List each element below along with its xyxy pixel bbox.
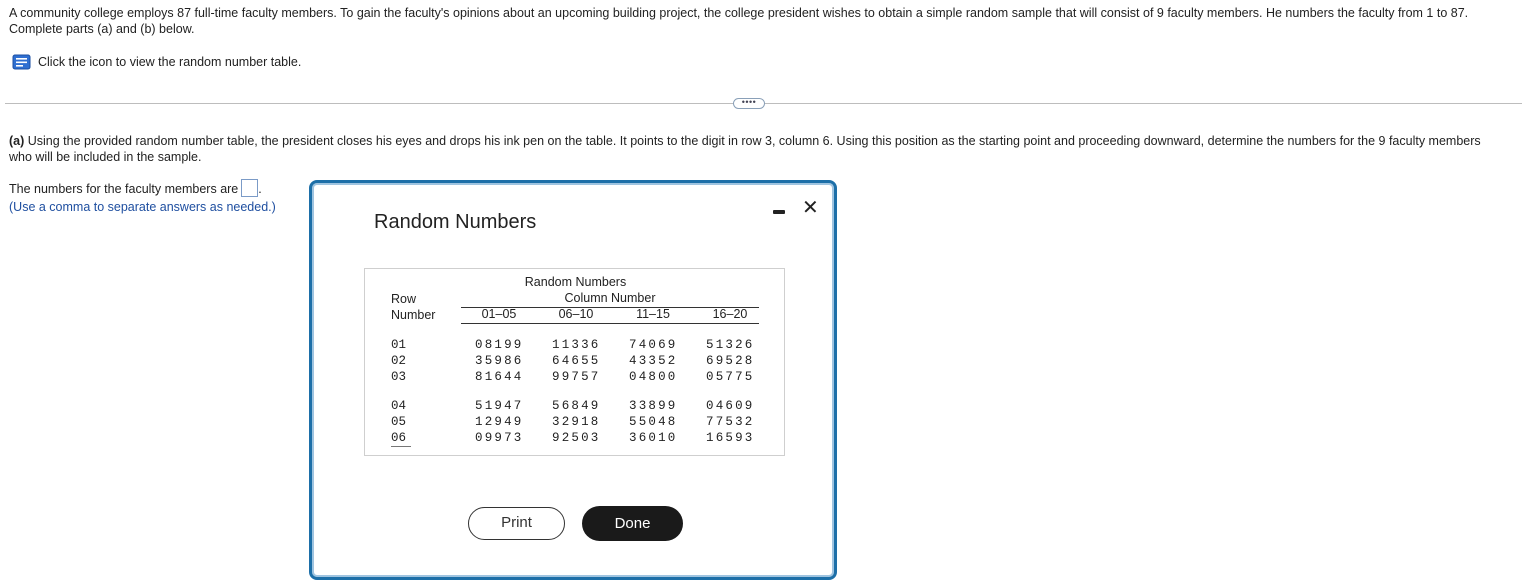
question-prompt: A community college employs 87 full-time faculty members. To gain the faculty's opinions about an upcoming building project, the college president wishes to obtain a simple random sample that will consist of 9 faculty members. He numbers the faculty from 1 to 87. Complete parts (a) and (b) below.: [9, 6, 1469, 36]
answer-hint: (Use a comma to separate answers as needed.): [9, 200, 276, 214]
table-cell: 36010: [629, 431, 678, 445]
table-cell: 56849: [552, 399, 601, 413]
row-header-line2: Number: [391, 308, 436, 322]
random-numbers-dialog: [309, 180, 837, 580]
table-cell: 04609: [706, 399, 755, 413]
more-button[interactable]: ••••: [733, 98, 765, 109]
part-a-body: Using the provided random number table, the president closes his eyes and drops his ink pen on the table. It points to the digit in row 3, column 6. Using this position as the starting point and proceeding downward, determine the numbers for the 9 faculty members who will be included in the sample.: [9, 134, 1481, 164]
answer-suffix: .: [258, 182, 262, 196]
part-a-text: [9, 133, 1499, 165]
column-group-header: Column Number: [564, 291, 656, 305]
header-bottom-rule: [461, 323, 759, 324]
random-table-link[interactable]: [12, 54, 301, 70]
dialog-title: Random Numbers: [374, 211, 537, 233]
table-cell: 05775: [706, 370, 755, 384]
answer-label: The numbers for the faculty members are: [9, 182, 239, 196]
table-cell: 77532: [706, 415, 755, 429]
table-caption: Random Numbers: [524, 275, 627, 289]
table-cell: 99757: [552, 370, 601, 384]
table-cell: 51326: [706, 338, 755, 352]
row-number: 01: [391, 338, 407, 352]
table-cell: 32918: [552, 415, 601, 429]
column-header: 11–15: [636, 307, 670, 321]
table-cell: 12949: [475, 415, 524, 429]
row-number-rule: [391, 446, 411, 447]
random-table-link-text[interactable]: Click the icon to view the random number table.: [38, 55, 302, 69]
table-cell: 09973: [475, 431, 524, 445]
table-cell: 08199: [475, 338, 524, 352]
table-cell: 55048: [629, 415, 678, 429]
table-cell: 04800: [629, 370, 678, 384]
row-number: 04: [391, 399, 407, 413]
table-cell: 81644: [475, 370, 524, 384]
table-cell: 64655: [552, 354, 601, 368]
minimize-icon[interactable]: [773, 210, 785, 214]
part-a-label: (a): [9, 134, 25, 148]
row-number: 03: [391, 370, 407, 384]
table-cell: 11336: [552, 338, 601, 352]
column-header: 01–05: [481, 307, 517, 321]
answer-input[interactable]: [241, 179, 258, 197]
table-cell: 92503: [552, 431, 601, 445]
random-number-table: [364, 268, 785, 456]
column-header: 16–20: [712, 307, 748, 321]
print-button[interactable]: Print: [468, 507, 565, 540]
answer-line: [9, 181, 262, 197]
table-cell: 51947: [475, 399, 524, 413]
row-number: 05: [391, 415, 407, 429]
table-cell: 33899: [629, 399, 678, 413]
row-number: 02: [391, 354, 407, 368]
table-cell: 69528: [706, 354, 755, 368]
row-number-header: [391, 291, 435, 323]
row-number: 06: [391, 431, 407, 445]
column-header: 06–10: [558, 307, 594, 321]
close-icon[interactable]: ✕: [802, 197, 819, 219]
table-cell: 43352: [629, 354, 678, 368]
row-header-line1: Row: [391, 292, 417, 306]
document-icon[interactable]: [12, 54, 31, 70]
table-cell: 35986: [475, 354, 524, 368]
done-button[interactable]: Done: [582, 506, 683, 541]
table-cell: 74069: [629, 338, 678, 352]
table-cell: 16593: [706, 431, 755, 445]
